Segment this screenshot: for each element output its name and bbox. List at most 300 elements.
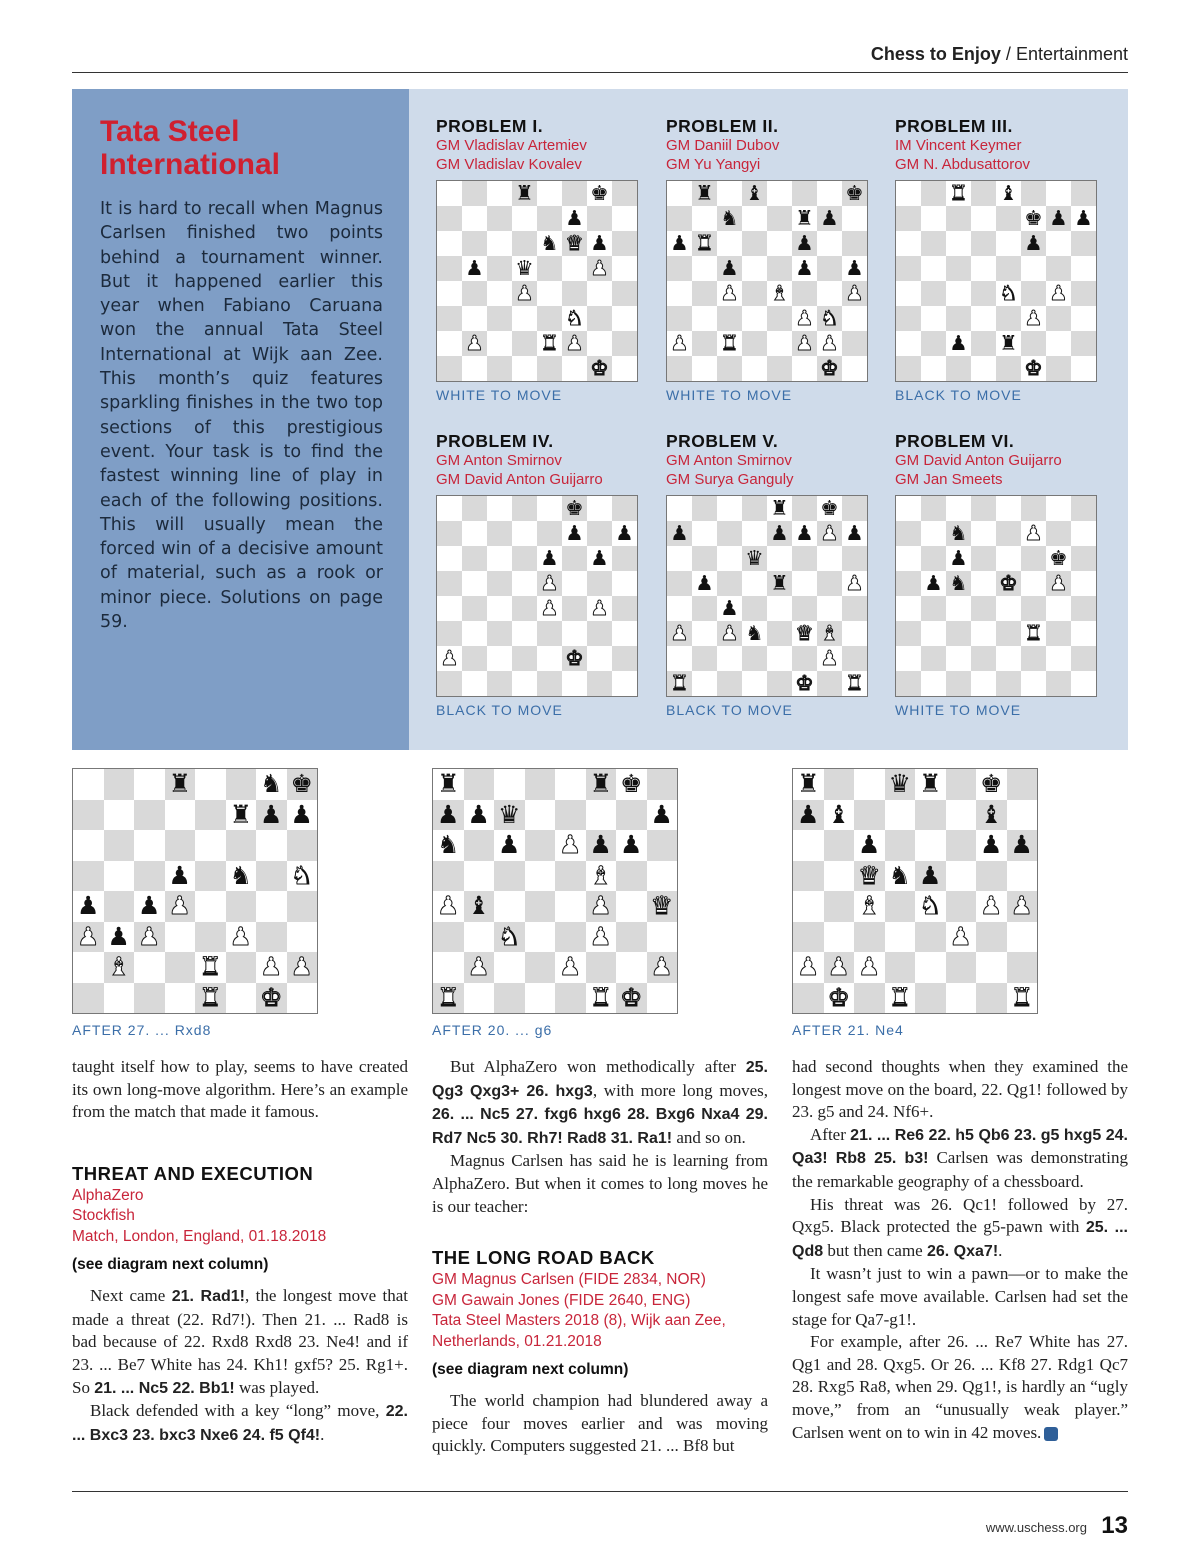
board-square [946, 952, 977, 983]
board-square [462, 571, 487, 596]
diagram-note: (see diagram next column) [432, 1361, 629, 1379]
board-square [921, 546, 946, 571]
board-square [195, 830, 226, 861]
black-knight-icon: ♞ [888, 860, 911, 890]
board-square [817, 571, 842, 596]
problem-2 [666, 116, 886, 174]
board-square [525, 830, 556, 861]
board-square [462, 621, 487, 646]
problem-4-board [436, 495, 638, 697]
board-square [487, 306, 512, 331]
white-pawn-icon: ♟ [670, 621, 689, 645]
white-pawn-icon: ♟ [797, 952, 820, 981]
board-square [612, 256, 637, 281]
board-square [921, 281, 946, 306]
board-square [692, 256, 717, 281]
board-square [717, 671, 742, 696]
board-square [717, 546, 742, 571]
board-square [1046, 356, 1071, 381]
board-square [842, 356, 867, 381]
board-square [462, 521, 487, 546]
board-square [1007, 769, 1038, 800]
board-square [512, 231, 537, 256]
white-pawn-icon: ♟ [1049, 571, 1068, 595]
white-pawn-icon: ♟ [980, 891, 1003, 920]
board-square [437, 521, 462, 546]
board-square [817, 671, 842, 696]
board-square [587, 206, 612, 231]
white-king-icon: ♚ [260, 982, 283, 1012]
end-mark-icon [1044, 1427, 1058, 1441]
move-notation: 26. Qxa7! [926, 1242, 999, 1260]
board-square [165, 922, 196, 953]
board-square [896, 571, 921, 596]
board-square [793, 891, 824, 922]
board-square [921, 496, 946, 521]
black-rook-icon: ♜ [437, 769, 460, 798]
board-square [1021, 496, 1046, 521]
intro-title-line2: International [100, 148, 281, 181]
black-pawn-icon: ♟ [845, 521, 864, 545]
problem-2-to-move: WHITE TO MOVE [666, 387, 793, 403]
board-square [487, 571, 512, 596]
board-square [921, 621, 946, 646]
game-event: Tata Steel Masters 2018 (8), Wijk aan Zee, Netherlands, 01.21.2018 [432, 1312, 726, 1350]
board-square [562, 571, 587, 596]
problem-white-player: IM Vincent Keymer [895, 137, 1022, 154]
board-square [433, 861, 464, 892]
game-diagram-1-caption: AFTER 27. ... Rxd8 [72, 1022, 212, 1038]
black-king-icon: ♚ [845, 181, 864, 205]
board-square [692, 596, 717, 621]
board-square [104, 800, 135, 831]
board-square [767, 671, 792, 696]
move-notation: 21. ... Nc5 22. Bb1! [94, 1379, 235, 1397]
running-header [871, 44, 1128, 65]
board-square [1071, 281, 1096, 306]
white-pawn-icon: ♟ [795, 306, 814, 330]
board-square [437, 231, 462, 256]
white-pawn-icon: ♟ [565, 331, 584, 355]
paragraph: The world champion had blundered away a piece four moves earlier and was moving quickly. Computers suggested 21. ... Bf8 but [432, 1391, 768, 1456]
board-square [824, 922, 855, 953]
board-square [1071, 181, 1096, 206]
board-square [996, 671, 1021, 696]
white-pawn-icon: ♟ [515, 281, 534, 305]
board-square [667, 571, 692, 596]
white-pawn-icon: ♟ [590, 256, 609, 280]
board-square [525, 861, 556, 892]
board-square [793, 830, 824, 861]
black-knight-icon: ♞ [229, 860, 252, 890]
board-square [487, 281, 512, 306]
intro-panel [72, 89, 409, 750]
white-pawn-icon: ♟ [1049, 281, 1068, 305]
board-square [896, 496, 921, 521]
board-square [433, 952, 464, 983]
board-square [996, 206, 1021, 231]
white-pawn-icon: ♟ [260, 952, 283, 981]
board-square [512, 596, 537, 621]
board-square [921, 231, 946, 256]
board-square [667, 546, 692, 571]
white-rook-icon: ♜ [437, 982, 460, 1012]
board-square [134, 830, 165, 861]
black-rook-icon: ♜ [695, 181, 714, 205]
board-square [525, 769, 556, 800]
board-square [616, 800, 647, 831]
board-square [1021, 331, 1046, 356]
board-square [1021, 546, 1046, 571]
problem-6-to-move: WHITE TO MOVE [895, 702, 1022, 718]
board-square [717, 571, 742, 596]
board-square [1021, 646, 1046, 671]
problem-title: PROBLEM III. [895, 116, 1013, 136]
board-square [525, 983, 556, 1014]
board-square [525, 922, 556, 953]
board-square [946, 769, 977, 800]
board-square [854, 800, 885, 831]
board-square [742, 206, 767, 231]
white-knight-icon: ♞ [820, 306, 839, 330]
white-pawn-icon: ♟ [820, 646, 839, 670]
intro-text: It is hard to recall when Magnus Carlsen finished two points behind a tournament winner. But it happened earlier this year when Fabiano Caruana won the annual Tata Steel International at Wijk aan Zee. This month’s quiz features sparkling finishes in the two top sections of this prestigious event. Your task is to find the fastest winning line of play in each of the following positions. This will usually mean the forced win of a decisive amount of material, such as a rook or minor piece. Solutions on page 59. [100, 199, 383, 633]
board-square [767, 331, 792, 356]
board-square [896, 256, 921, 281]
board-square [946, 356, 971, 381]
board-square [587, 521, 612, 546]
board-square [996, 256, 1021, 281]
board-square [647, 769, 678, 800]
white-rook-icon: ♜ [695, 231, 714, 255]
board-square [667, 256, 692, 281]
board-square [842, 596, 867, 621]
white-pawn-icon: ♟ [1010, 891, 1033, 920]
board-square [487, 621, 512, 646]
board-square [946, 830, 977, 861]
board-square [667, 496, 692, 521]
problem-5-to-move: BLACK TO MOVE [666, 702, 793, 718]
intro-title-line1: Tata Steel [100, 115, 240, 148]
problem-5-board [666, 495, 868, 697]
board-square [462, 596, 487, 621]
board-square [817, 596, 842, 621]
board-square [896, 546, 921, 571]
board-square [462, 496, 487, 521]
black-king-icon: ♚ [290, 769, 313, 798]
game-event: Match, London, England, 01.18.2018 [72, 1227, 327, 1245]
board-square [971, 206, 996, 231]
board-square [487, 256, 512, 281]
board-square [742, 306, 767, 331]
board-square [792, 281, 817, 306]
board-square [996, 621, 1021, 646]
board-square [792, 496, 817, 521]
board-square [996, 546, 1021, 571]
board-square [885, 830, 916, 861]
white-pawn-icon: ♟ [589, 921, 612, 951]
text-run: For example, after 26. ... Re7 White has 27. Qg1 and 28. Qxg5. Or 26. ... Kf8 27. Rdg1 Qc7 28. Rxg5 Ra8, when 29. Qg1!, is hardly an “ugly move,” from an “unusually weak player.” Carlsen went on to win in 42 moves. [792, 1332, 1128, 1442]
black-pawn-icon: ♟ [437, 799, 460, 829]
board-square [537, 521, 562, 546]
white-pawn-icon: ♟ [437, 891, 460, 920]
text-run: . [998, 1240, 1003, 1260]
board-square [767, 621, 792, 646]
board-square [921, 671, 946, 696]
board-square [562, 281, 587, 306]
board-square [487, 331, 512, 356]
board-square [494, 952, 525, 983]
black-knight-icon: ♞ [720, 206, 739, 230]
black-pawn-icon: ♟ [670, 231, 689, 255]
white-queen-icon: ♛ [795, 621, 814, 645]
black-pawn-icon: ♟ [820, 206, 839, 230]
black-pawn-icon: ♟ [1074, 206, 1093, 230]
board-square [824, 861, 855, 892]
problem-1 [436, 116, 656, 174]
board-square [946, 671, 971, 696]
board-square [971, 231, 996, 256]
text-run: Carlsen was demonstrating the remarkable geography of a chessboard. [792, 1148, 1128, 1191]
text-run: but then came [823, 1240, 927, 1260]
board-square [971, 646, 996, 671]
white-rook-icon: ♜ [1024, 621, 1043, 645]
black-rook-icon: ♜ [797, 769, 820, 798]
white-pawn-icon: ♟ [820, 521, 839, 545]
board-square [976, 952, 1007, 983]
black-pawn-icon: ♟ [795, 521, 814, 545]
board-square [767, 231, 792, 256]
board-square [817, 546, 842, 571]
footer-url[interactable]: www.uschess.org [985, 1520, 1087, 1535]
board-square [512, 206, 537, 231]
board-square [842, 231, 867, 256]
board-square [692, 671, 717, 696]
board-square [287, 830, 318, 861]
board-square [562, 671, 587, 696]
board-square [512, 646, 537, 671]
black-pawn-icon: ♟ [795, 231, 814, 255]
white-knight-icon: ♞ [999, 281, 1018, 305]
black-knight-icon: ♞ [437, 830, 460, 859]
text-run: , with more long moves, [592, 1080, 768, 1100]
board-square [1071, 496, 1096, 521]
white-pawn-icon: ♟ [168, 891, 191, 920]
board-square [437, 306, 462, 331]
game-white-player: AlphaZero [72, 1186, 144, 1204]
black-pawn-icon: ♟ [980, 830, 1003, 859]
board-square [896, 646, 921, 671]
white-pawn-icon: ♟ [590, 596, 609, 620]
white-pawn-icon: ♟ [540, 571, 559, 595]
move-notation: 21. Rad1! [171, 1288, 246, 1306]
board-square [885, 891, 916, 922]
board-square [512, 546, 537, 571]
black-rook-icon: ♜ [770, 496, 789, 520]
problem-6 [895, 431, 1115, 489]
board-square [555, 800, 586, 831]
board-square [587, 671, 612, 696]
problem-title: PROBLEM V. [666, 431, 779, 451]
board-square [742, 256, 767, 281]
board-square [195, 891, 226, 922]
board-square [824, 769, 855, 800]
board-square [971, 281, 996, 306]
board-square [437, 596, 462, 621]
black-pawn-icon: ♟ [107, 921, 130, 951]
board-square [464, 983, 495, 1014]
board-square [921, 646, 946, 671]
board-square [647, 983, 678, 1014]
board-square [512, 496, 537, 521]
board-square [537, 206, 562, 231]
black-bishop-icon: ♝ [467, 891, 490, 920]
problem-3-board [895, 180, 1097, 382]
board-square [854, 769, 885, 800]
board-square [562, 621, 587, 646]
board-square [587, 306, 612, 331]
board-square [512, 671, 537, 696]
paragraph [432, 1056, 768, 1150]
board-square [226, 769, 257, 800]
problem-white-player: GM Anton Smirnov [666, 452, 792, 469]
white-knight-icon: ♞ [498, 921, 521, 951]
board-square [612, 231, 637, 256]
board-square [921, 331, 946, 356]
board-square [562, 181, 587, 206]
black-pawn-icon: ♟ [797, 799, 820, 829]
black-king-icon: ♚ [820, 496, 839, 520]
black-knight-icon: ♞ [949, 571, 968, 595]
board-square [562, 546, 587, 571]
black-pawn-icon: ♟ [949, 331, 968, 355]
board-square [767, 181, 792, 206]
move-notation: 25. Qg3 Qxg3+ 26. hxg3 [432, 1059, 768, 1100]
white-king-icon: ♚ [999, 571, 1018, 595]
black-king-icon: ♚ [980, 769, 1003, 798]
board-square [287, 922, 318, 953]
board-square [971, 331, 996, 356]
black-pawn-icon: ♟ [720, 256, 739, 280]
white-pawn-icon: ♟ [138, 921, 161, 951]
board-square [437, 281, 462, 306]
board-square [512, 306, 537, 331]
board-square [433, 922, 464, 953]
black-king-icon: ♚ [1024, 206, 1043, 230]
problem-title: PROBLEM IV. [436, 431, 554, 451]
move-notation: 21. ... Re6 22. h5 Qb6 23. g5 hxg5 24. Qa3! Rb8 25. b3! [792, 1126, 1129, 1168]
board-square [612, 646, 637, 671]
board-square [487, 181, 512, 206]
black-pawn-icon: ♟ [498, 830, 521, 859]
board-square [494, 769, 525, 800]
black-knight-icon: ♞ [260, 769, 283, 798]
white-pawn-icon: ♟ [949, 921, 972, 951]
board-square [256, 891, 287, 922]
game-white-player: GM Magnus Carlsen (FIDE 2834, NOR) [432, 1271, 706, 1289]
board-square [946, 256, 971, 281]
board-square [73, 861, 104, 892]
board-square [971, 496, 996, 521]
black-pawn-icon: ♟ [795, 256, 814, 280]
board-square [921, 181, 946, 206]
white-pawn-icon: ♟ [290, 952, 313, 981]
board-square [195, 800, 226, 831]
board-square [226, 830, 257, 861]
game-diagram-1 [72, 768, 318, 1014]
board-square [562, 596, 587, 621]
board-square [842, 331, 867, 356]
black-bishop-icon: ♝ [745, 181, 764, 205]
board-square [537, 646, 562, 671]
board-square [996, 596, 1021, 621]
board-square [742, 496, 767, 521]
board-square [842, 621, 867, 646]
move-notation: 26. ... Nc5 27. fxg6 hxg6 28. Bxg6 Nxa4 29. Rd7 Nc5 30. Rh7! Rad8 31. Ra1! [432, 1106, 768, 1147]
board-square [1007, 922, 1038, 953]
board-square [134, 983, 165, 1014]
board-square [921, 356, 946, 381]
black-pawn-icon: ♟ [590, 546, 609, 570]
board-square [537, 281, 562, 306]
game-diagram-3 [792, 768, 1038, 1014]
header-section: Chess to Enjoy [870, 44, 1001, 64]
black-pawn-icon: ♟ [290, 799, 313, 829]
board-square [134, 769, 165, 800]
board-square [667, 181, 692, 206]
white-pawn-icon: ♟ [820, 331, 839, 355]
problem-4-to-move: BLACK TO MOVE [436, 702, 563, 718]
problem-3-to-move: BLACK TO MOVE [895, 387, 1022, 403]
board-square [976, 922, 1007, 953]
board-square [971, 356, 996, 381]
article-column-2 [432, 1056, 768, 1458]
board-square [437, 356, 462, 381]
white-king-icon: ♚ [620, 982, 643, 1012]
board-square [487, 496, 512, 521]
board-square [946, 983, 977, 1014]
board-square [1071, 546, 1096, 571]
white-rook-icon: ♜ [540, 331, 559, 355]
board-square [767, 256, 792, 281]
board-square [165, 830, 196, 861]
board-square [612, 306, 637, 331]
board-square [462, 231, 487, 256]
board-square [1021, 181, 1046, 206]
problem-2-board [666, 180, 868, 382]
board-square [464, 861, 495, 892]
black-pawn-icon: ♟ [720, 596, 739, 620]
board-square [487, 521, 512, 546]
game-diagram-2-caption: AFTER 20. ... g6 [432, 1022, 553, 1038]
board-square [555, 922, 586, 953]
white-pawn-icon: ♟ [559, 830, 582, 859]
board-square [494, 983, 525, 1014]
board-square [921, 256, 946, 281]
section-title: THE LONG ROAD BACK [432, 1247, 655, 1269]
black-bishop-icon: ♝ [827, 799, 850, 829]
board-square [437, 331, 462, 356]
board-square [587, 646, 612, 671]
board-square [742, 356, 767, 381]
board-square [976, 861, 1007, 892]
board-square [996, 646, 1021, 671]
board-square [842, 646, 867, 671]
white-king-icon: ♚ [827, 982, 850, 1012]
board-square [537, 621, 562, 646]
board-square [767, 306, 792, 331]
board-square [462, 356, 487, 381]
